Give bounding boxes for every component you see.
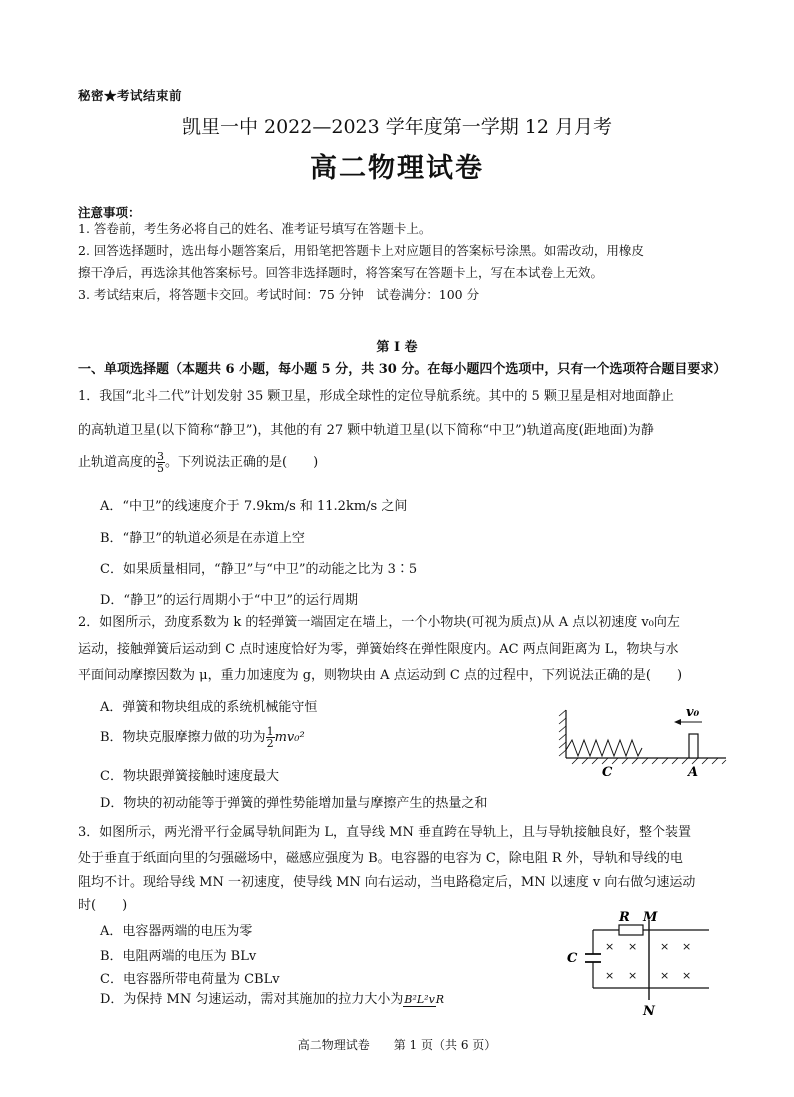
confidential-label: 秘密★考试结束前 [78,88,183,103]
q2-option-c: C．物块跟弹簧接触时速度最大 [100,769,279,784]
q2-option-d: D．物块的初动能等于弹簧的弹性势能增加量与摩擦产生的热量之和 [100,796,488,811]
q3-option-d [100,988,444,1007]
q1-frac-num: 3 [157,450,165,463]
q1-fraction [156,451,165,474]
circuit-figure [563,906,719,1018]
q1-option-c: C．如果质量相同，“静卫”与“中卫”的动能之比为 3∶5 [100,562,418,577]
section-heading: 一、单项选择题（本题共 6 小题，每小题 5 分，共 30 分。在每小题四个选项中，只有一个选项符合题目要求） [78,362,727,377]
point-c-label: C [602,765,613,780]
spring-block-figure [558,700,728,782]
q2-line-2: 运动，接触弹簧后运动到 C 点时速度恰好为零，弹簧始终在弹性限度内。AC 两点间距离为 L，物块与水 [78,642,679,657]
subject-title: 高二物理试卷 [310,153,484,184]
capacitor-label: C [567,951,578,966]
q2-line-1: 2．如图所示，劲度系数为 k 的轻弹簧一端固定在墙上，一个小物块(可视为质点)从 A 点以初速度 v₀向左 [78,615,680,630]
q3-line-4: 时( ) [78,898,128,913]
field-cross: × [682,940,692,953]
q2-option-b [100,726,305,749]
q3-frac-num: B²L²v [404,993,435,1006]
note-item-2a: 2. 回答选择题时，选出每小题答案后，用铅笔把答题卡上对应题目的答案标号涂黑。如需改动，用橡皮 [78,243,644,258]
volume-label: 第 I 卷 [376,340,418,355]
q3-line-2: 处于垂直于纸面向里的匀强磁场中，磁感应强度为 B。电容器的电容为 C，除电阻 R 外，导轨和导线的电 [78,851,683,866]
field-cross: × [628,940,638,953]
q1-line-1: 1．我国“北斗二代”计划发射 35 颗卫星，形成全球性的定位导航系统。其中的 5 颗卫星是相对地面静止 [78,389,674,404]
q3-option-a: A．电容器两端的电压为零 [100,924,253,939]
q1-option-a: A．“中卫”的线速度介于 7.9km/s 和 11.2km/s 之间 [100,499,408,514]
q1-line-3-post: 。下列说法正确的是( ) [165,455,319,470]
q3-line-3: 阻均不计。现给导线 MN 一初速度，使导线 MN 向右运动，当电路稳定后，MN 以速度 v 向右做匀速运动 [78,875,696,890]
spring [566,740,642,756]
q2-option-b-pre: B．物块克服摩擦力做的功为 [100,730,266,745]
q2-frac-num: 1 [266,725,274,738]
velocity-arrowhead [674,719,681,725]
point-a-label: A [688,765,699,780]
q1-line-3 [78,450,718,476]
field-cross: × [660,969,670,982]
q1-frac-den: 5 [157,462,165,475]
q2-fraction [266,726,275,749]
note-item-3: 3. 考试结束后，将答题卡交回。考试时间：75 分钟 试卷满分：100 分 [78,287,480,302]
q1-option-b: B．“静卫”的轨道必须是在赤道上空 [100,531,305,546]
field-cross: × [605,969,615,982]
note-item-2b: 擦干净后，再选涂其他答案标号。回答非选择题时，将答案写在答题卡上，写在本试卷上无效。 [78,265,604,280]
notes-heading: 注意事项： [78,205,141,220]
resistor [619,925,643,935]
q2-line-3: 平面间动摩擦因数为 μ，重力加速度为 g，则物块由 A 点运动到 C 点的过程中，下列说法正确的是( ) [78,668,683,683]
q3-option-d-pre: D．为保持 MN 匀速运动，需对其施加的拉力大小为 [100,992,404,1007]
q1-option-d: D．“静卫”的运行周期小于“中卫”的运行周期 [100,593,359,608]
field-cross: × [628,969,638,982]
q3-line-1: 3．如图所示，两光滑平行金属导轨间距为 L，直导线 MN 垂直跨在导轨上，且与导轨接触良好，整个装置 [78,825,691,840]
ground-hatching [572,758,726,764]
field-cross: × [605,940,615,953]
q1-line-3-pre: 止轨道高度的 [78,455,157,470]
q3-frac-den: R [435,993,445,1006]
block [689,734,698,758]
q2-option-a: A．弹簧和物块组成的系统机械能守恒 [100,700,318,715]
resistor-label: R [619,910,630,925]
q2-frac-den: 2 [266,737,274,750]
point-n-label: N [643,1004,655,1018]
page-footer: 高二物理试卷 第 1 页（共 6 页） [297,1038,497,1052]
exam-title: 凯里一中 2022—2023 学年度第一学期 12 月月考 [181,116,613,138]
field-cross: × [682,969,692,982]
q1-line-2: 的高轨道卫星(以下简称“静卫”)，其他的有 27 颗中轨道卫星(以下简称“中卫”)轨道高度(距地面)为静 [78,423,654,438]
note-item-1: 1. 答卷前，考生务必将自己的姓名、准考证号填写在答题卡上。 [78,221,432,236]
point-m-label: M [643,910,658,925]
velocity-label: v₀ [686,705,700,720]
q3-fraction [403,994,444,1005]
q3-option-c: C．电容器所带电荷量为 CBLv [100,972,280,987]
q3-option-b: B．电阻两端的电压为 BLv [100,949,257,964]
field-cross: × [660,940,670,953]
wall-hatching [559,710,566,756]
q2-option-b-post: mv₀² [274,730,305,745]
